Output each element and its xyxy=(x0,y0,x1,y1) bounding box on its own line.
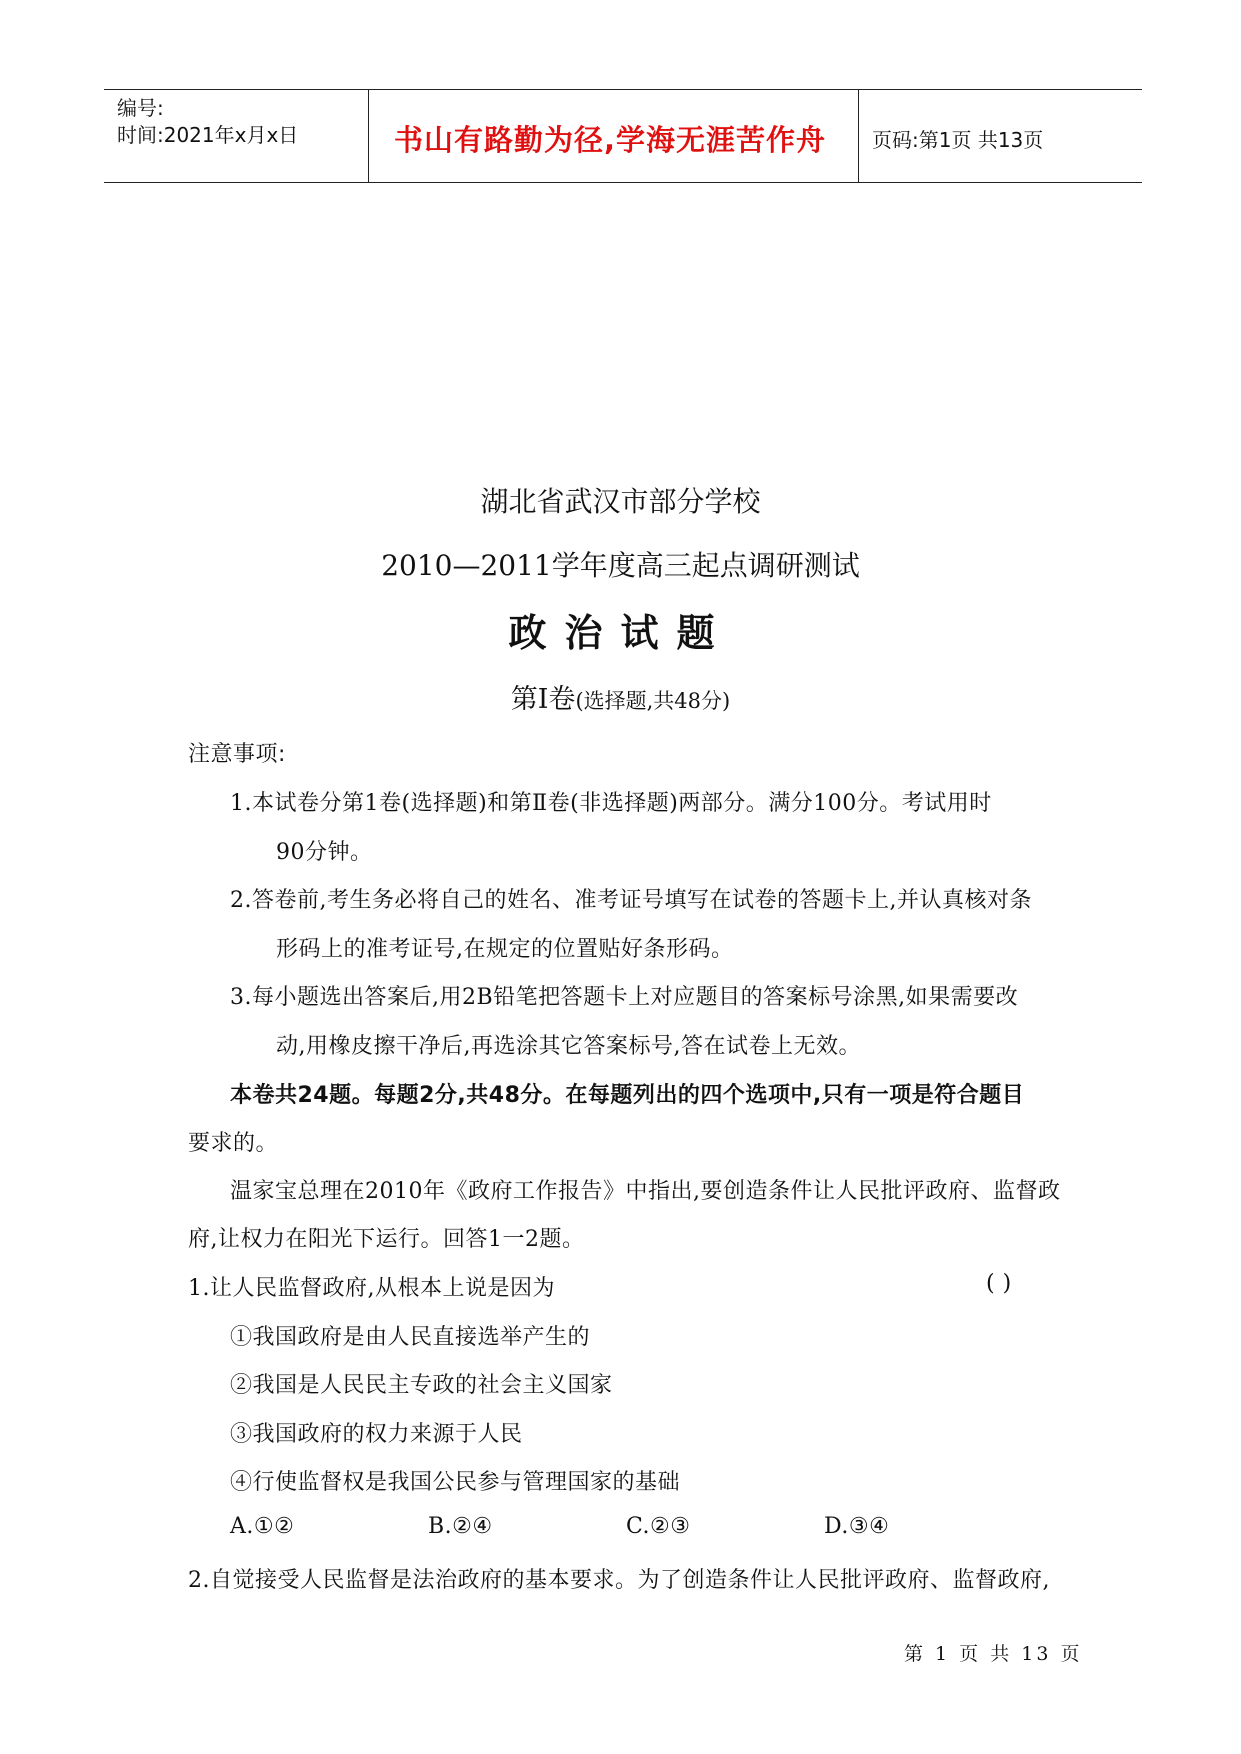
header-motto: 书山有路勤为径,学海无涯苦作舟 xyxy=(394,123,827,157)
serial-label: 编号: xyxy=(117,96,164,120)
section-heading xyxy=(0,677,1241,716)
header-divider-left xyxy=(368,89,369,182)
footer-page-number: 第 1 页 共 13 页 xyxy=(904,1643,1083,1665)
question1-option-a: A.①② xyxy=(230,1514,295,1539)
question1-option-b: B.②④ xyxy=(428,1514,493,1539)
notice-item-3-line2: 动,用橡皮擦干净后,再选涂其它答案标号,答在试卷上无效。 xyxy=(276,1034,861,1059)
question2-stem: 2.自觉接受人民监督是法治政府的基本要求。为了创造条件让人民批评政府、监督政府, xyxy=(188,1568,1050,1593)
notice-item-3-line1: 3.每小题选出答案后,用2B铅笔把答题卡上对应题目的答案标号涂黑,如果需要改 xyxy=(230,985,1019,1010)
question1-option-c: C.②③ xyxy=(626,1514,691,1539)
instructions-line2: 要求的。 xyxy=(188,1131,279,1156)
question1-option-d: D.③④ xyxy=(824,1514,890,1539)
passage-line2: 府,让权力在阳光下运行。回答1一2题。 xyxy=(188,1227,585,1252)
notice-item-2-line1: 2.答卷前,考生务必将自己的姓名、准考证号填写在试卷的答题卡上,并认真核对条 xyxy=(230,888,1032,913)
question1-statement-2: ②我国是人民民主专政的社会主义国家 xyxy=(230,1373,613,1398)
header-divider-right xyxy=(858,89,859,182)
notice-item-1-line2: 90分钟。 xyxy=(276,840,373,865)
notice-heading: 注意事项: xyxy=(188,742,286,767)
question1-answer-blank: ( ) xyxy=(986,1271,1012,1296)
header-page-info: 页码:第1页 共13页 xyxy=(872,128,1044,152)
subject-title: 政治试题 xyxy=(508,610,733,655)
section-label: 第Ⅰ卷 xyxy=(510,684,576,715)
school-title: 湖北省武汉市部分学校 xyxy=(480,485,761,518)
passage-line1: 温家宝总理在2010年《政府工作报告》中指出,要创造条件让人民批评政府、监督政 xyxy=(230,1179,1061,1204)
notice-item-1-line1: 1.本试卷分第1卷(选择题)和第Ⅱ卷(非选择题)两部分。满分100分。考试用时 xyxy=(230,791,992,816)
question1-statement-4: ④行使监督权是我国公民参与管理国家的基础 xyxy=(230,1470,681,1495)
exam-title: 2010—2011学年度高三起点调研测试 xyxy=(381,549,860,582)
question1-statement-1: ①我国政府是由人民直接选举产生的 xyxy=(230,1325,591,1350)
time-label: 时间:2021年x月x日 xyxy=(117,123,299,147)
question1-stem: 1.让人民监督政府,从根本上说是因为 xyxy=(188,1276,555,1301)
notice-item-2-line2: 形码上的准考证号,在规定的位置贴好条形码。 xyxy=(276,937,734,962)
question1-statement-3: ③我国政府的权力来源于人民 xyxy=(230,1422,523,1447)
section-sub: (选择题,共48分) xyxy=(575,689,731,713)
header-bottom-rule xyxy=(104,182,1142,183)
header-top-rule xyxy=(104,89,1142,90)
instructions-line1: 本卷共24题。每题2分,共48分。在每题列出的四个选项中,只有一项是符合题目 xyxy=(230,1083,1025,1108)
